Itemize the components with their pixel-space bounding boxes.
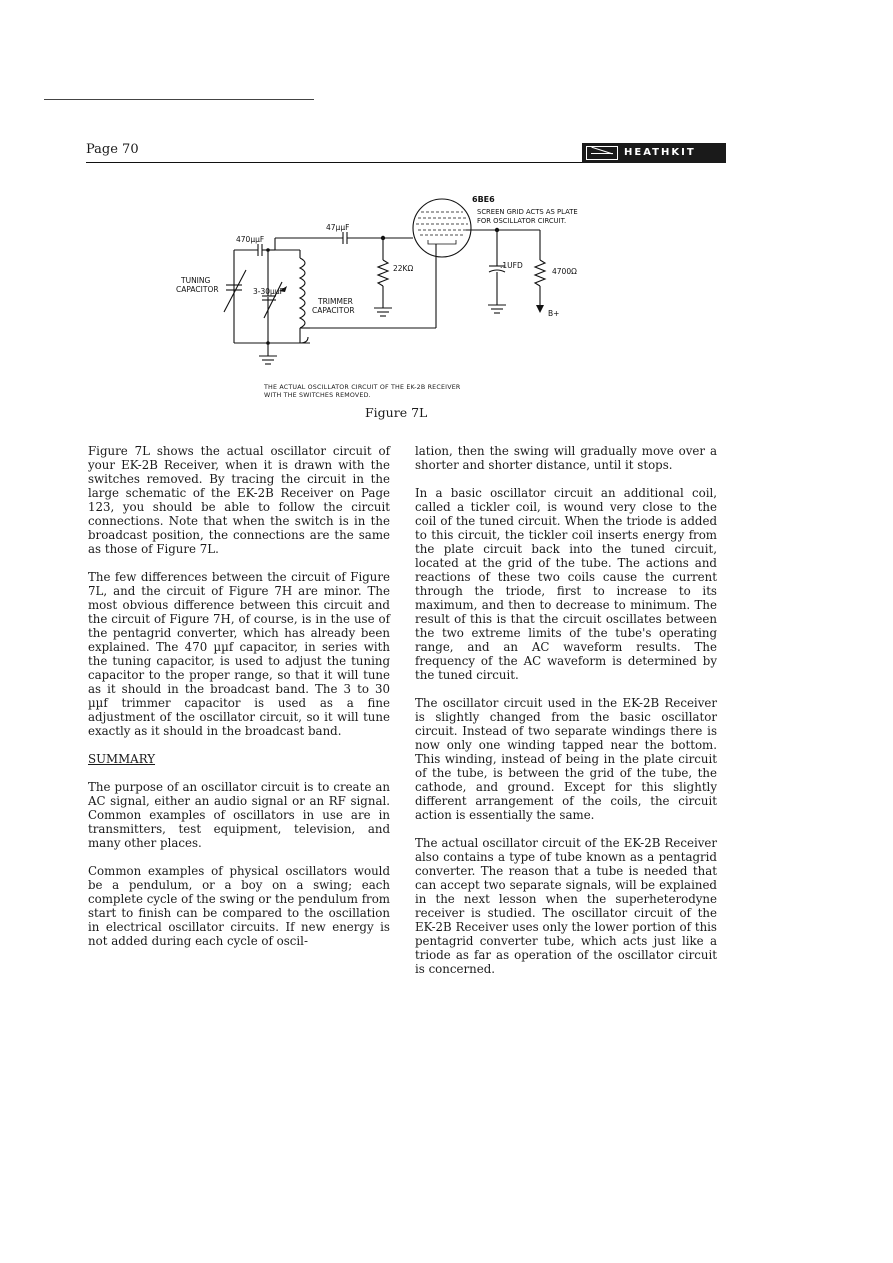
oscillator-schematic	[160, 185, 620, 385]
cap-1ufd-label: .1UFD	[500, 261, 523, 270]
right-column	[415, 444, 717, 990]
tube-icon	[413, 199, 471, 257]
tube-label: 6BE6	[472, 195, 495, 204]
figure-label: Figure 7L	[365, 405, 428, 420]
tuning-cap-label-line2: CAPACITOR	[176, 285, 219, 294]
summary-heading: SUMMARY	[88, 752, 156, 766]
bplus-label: B+	[548, 309, 560, 318]
res-22k-label: 22KΩ	[393, 264, 414, 273]
tube-note-line2: FOR OSCILLATOR CIRCUIT.	[477, 217, 567, 225]
top-rule	[44, 99, 314, 100]
right-paragraph-2: In a basic oscillator circuit an additional coil, called a tickler coil, is wound very close to the coil of the tuned circuit. When the triode is added to this circuit, the tickler coil inserts energy from the plate circuit back into the tuned circuit, located at the grid of the tube. The actions and reactions of these two coils cause the current through the triode, first to increase to its maximum, and then to decrease to minimum. The result of this is that the circuit oscillates between the two extreme limits of the tube's operating range, and an AC waveform results. The frequency of the AC waveform is determined by the tuned circuit.	[415, 486, 717, 682]
left-paragraph-1: Figure 7L shows the actual oscillator circuit of your EK-2B Receiver, when it is drawn with the switches removed. By tracing the circuit in the large schematic of the EK-2B Receiver on Page 123, you should be able to follow the circuit connections. Note that when the switch is in the broadcast position, the connections are the same as those of Figure 7L.	[88, 444, 390, 556]
cap-47-label: 47µµF	[326, 223, 350, 232]
right-paragraph-1: lation, then the swing will gradually move over a shorter and shorter distance, until it stops.	[415, 444, 717, 472]
res-4700-label: 4700Ω	[552, 267, 577, 276]
cap-470-label: 470µµF	[236, 235, 265, 244]
trimmer-value-label: 3-30µµF	[253, 287, 284, 296]
logo-emblem-icon	[586, 146, 618, 160]
left-paragraph-3: The purpose of an oscillator circuit is to create an AC signal, either an audio signal or an RF signal. Common examples of oscillators in use are in transmitters, test equipment, television, and many other places.	[88, 780, 390, 850]
left-paragraph-4: Common examples of physical oscillators would be a pendulum, or a boy on a swing; each complete cycle of the swing or the pendulum from start to finish can be compared to the oscillation in electrical oscillator circuits. If new energy is not added during each cycle of oscil-	[88, 864, 390, 948]
page-number: Page 70	[86, 142, 139, 157]
caption-line1: THE ACTUAL OSCILLATOR CIRCUIT OF THE EK-2B RECEIVER	[264, 384, 461, 391]
right-paragraph-4: The actual oscillator circuit of the EK-2B Receiver also contains a type of tube known as a pentagrid converter. The reason that a tube is needed that can accept two separate signals, will be explained in the next lesson when the superheterodyne receiver is studied. The oscillator circuit of the EK-2B Receiver uses only the lower portion of this pentagrid converter tube, which acts just like a triode as far as operation of the oscillator circuit is concerned.	[415, 836, 717, 976]
left-paragraph-2: The few differences between the circuit of Figure 7L, and the circuit of Figure 7H are minor. The most obvious difference between this circuit and the circuit of Figure 7H, of course, is in the use of the pentagrid converter, which has already been explained. The 470 µµf capacitor, in series with the tuning capacitor, is used to adjust the tuning capacitor to the proper range, so that it will tune as it should in the broadcast band. The 3 to 30 µµf trimmer capacitor is used as a fine adjustment of the oscillator circuit, so it will tune exactly as it should in the broadcast band.	[88, 570, 390, 738]
trimmer-label-line2: CAPACITOR	[312, 306, 355, 315]
tube-note-line1: SCREEN GRID ACTS AS PLATE	[477, 208, 578, 216]
caption-line2: WITH THE SWITCHES REMOVED.	[264, 392, 371, 399]
tuning-cap-label-line1: TUNING	[181, 276, 211, 285]
left-column	[88, 444, 390, 962]
logo-text: HEATHKIT	[624, 147, 696, 158]
trimmer-label-line1: TRIMMER	[318, 297, 353, 306]
right-paragraph-3: The oscillator circuit used in the EK-2B Receiver is slightly changed from the basic oscillator circuit. Instead of two separate windings there is now only one winding tapped near the bottom. This winding, instead of being in the plate circuit of the tube, is between the grid of the tube, the cathode, and ground. Except for this slightly different arrangement of the coils, the circuit action is essentially the same.	[415, 696, 717, 822]
figure-caption	[264, 384, 460, 400]
heathkit-logo	[582, 143, 726, 163]
